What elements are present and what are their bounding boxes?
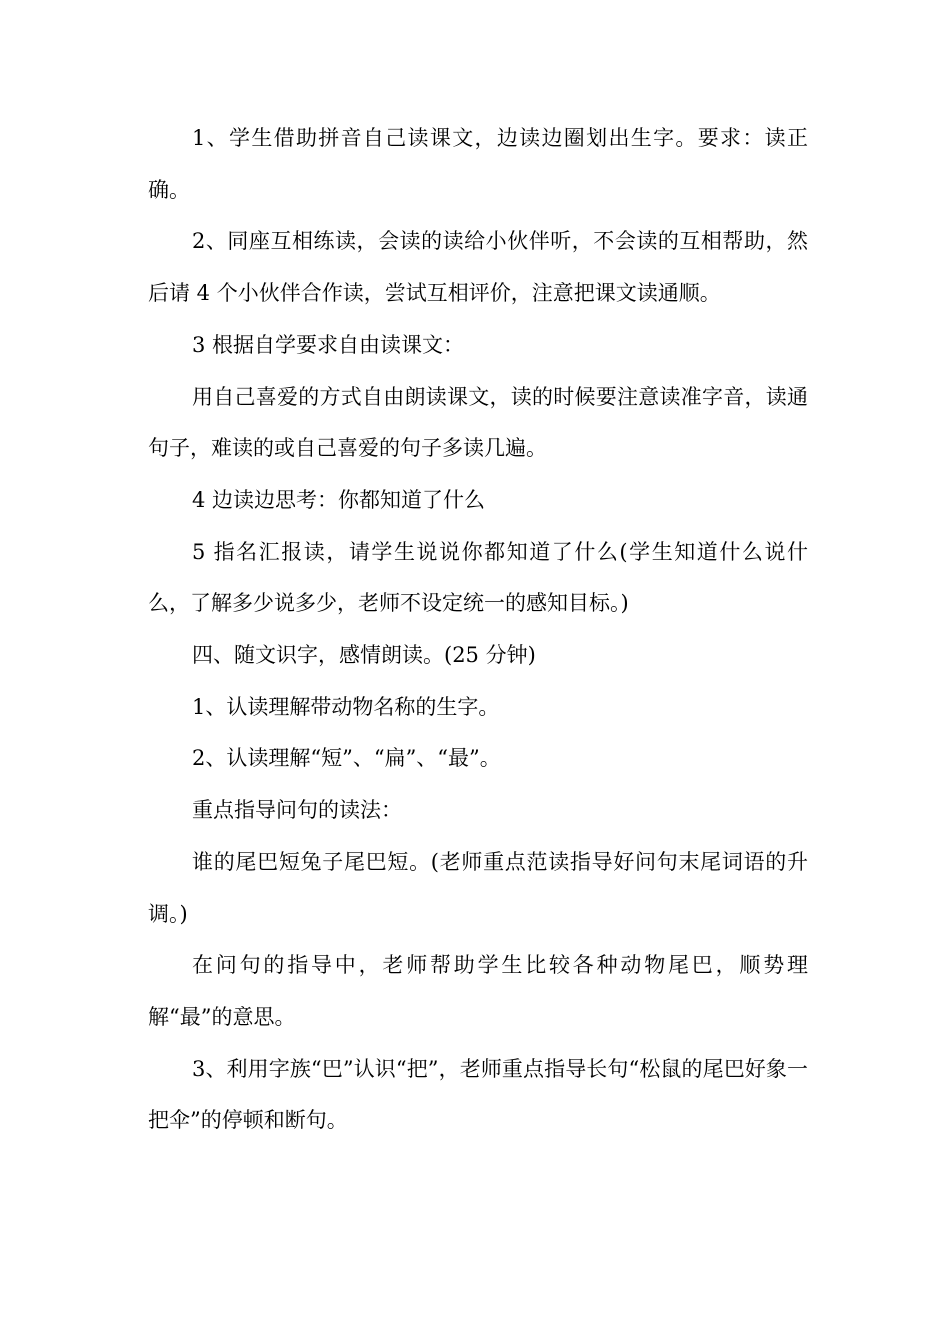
paragraph-9: 2、认读理解“短”、“扁”、“最”。 <box>192 746 501 771</box>
paragraph-1: 1、学生借助拼音自己读课文，边读边圈划出生字。要求：读正确。 <box>148 126 808 202</box>
paragraph-11: 谁的尾巴短兔子尾巴短。(老师重点范读指导好问句末尾词语的升调。) <box>148 849 808 926</box>
paragraph-12: 在问句的指导中，老师帮助学生比较各种动物尾巴，顺势理解“最”的意思。 <box>148 953 808 1029</box>
paragraph-4: 用自己喜爱的方式自由朗读课文，读的时候要注意读准字音，读通句子，难读的或自己喜爱的句子多读几遍。 <box>148 384 808 461</box>
paragraph-3: 3 根据自学要求自由读课文： <box>192 332 465 357</box>
paragraph-8: 1、认读理解带动物名称的生字。 <box>192 694 500 719</box>
paragraph-6: 5 指名汇报读，请学生说说你都知道了什么(学生知道什么说什么，了解多少说多少，老师不设定统一的感知目标。) <box>148 539 808 616</box>
paragraph-10: 重点指导问句的读法： <box>192 798 402 823</box>
paragraph-5: 4 边读边思考：你都知道了什么 <box>192 487 486 512</box>
paragraph-13: 3、利用字族“巴”认识“把”，老师重点指导长句“松鼠的尾巴好象一把伞”的停顿和断句。 <box>148 1056 808 1133</box>
section-heading: 四、随文识字，感情朗读。(25 分钟) <box>192 643 536 668</box>
paragraph-2: 2、同座互相练读，会读的读给小伙伴听，不会读的互相帮助，然后请 4 个小伙伴合作读，尝试互相评价，注意把课文读通顺。 <box>148 229 808 306</box>
document-body <box>148 113 808 1147</box>
